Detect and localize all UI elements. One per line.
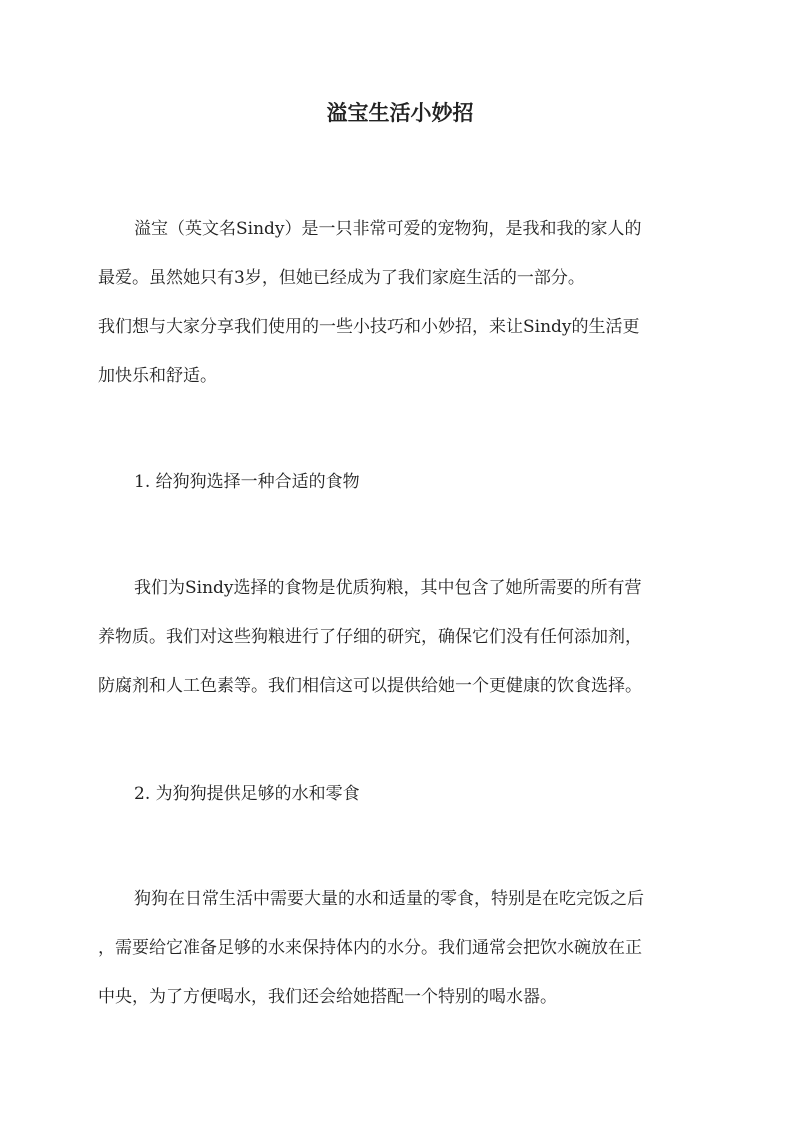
share-paragraph-line-2: 加快乐和舒适。 (98, 366, 217, 386)
page-title: 溢宝生活小妙招 (326, 100, 474, 125)
water-paragraph-line-1: 狗狗在日常生活中需要大量的水和适量的零食，特别是在吃完饭之后 (134, 889, 644, 909)
section-heading-2: 2. 为狗狗提供足够的水和零食 (134, 784, 360, 804)
food-paragraph-line-3: 防腐剂和人工色素等。我们相信这可以提供给她一个更健康的饮食选择。 (98, 676, 642, 696)
water-paragraph-line-3: 中央，为了方便喝水，我们还会给她搭配一个特别的喝水器。 (98, 987, 557, 1007)
section-heading-1: 1. 给狗狗选择一种合适的食物 (134, 472, 360, 492)
food-paragraph-line-1: 我们为Sindy选择的食物是优质狗粮，其中包含了她所需要的所有营 (134, 578, 642, 598)
intro-paragraph-line-1: 溢宝（英文名Sindy）是一只非常可爱的宠物狗，是我和我的家人的 (134, 219, 642, 239)
food-paragraph-line-2: 养物质。我们对这些狗粮进行了仔细的研究，确保它们没有任何添加剂， (98, 627, 642, 647)
intro-paragraph-line-2: 最爱。虽然她只有3岁，但她已经成为了我们家庭生活的一部分。 (98, 268, 585, 288)
share-paragraph-line-1: 我们想与大家分享我们使用的一些小技巧和小妙招，来让Sindy的生活更 (98, 317, 640, 337)
water-paragraph-line-2: ，需要给它准备足够的水来保持体内的水分。我们通常会把饮水碗放在正 (98, 938, 642, 958)
